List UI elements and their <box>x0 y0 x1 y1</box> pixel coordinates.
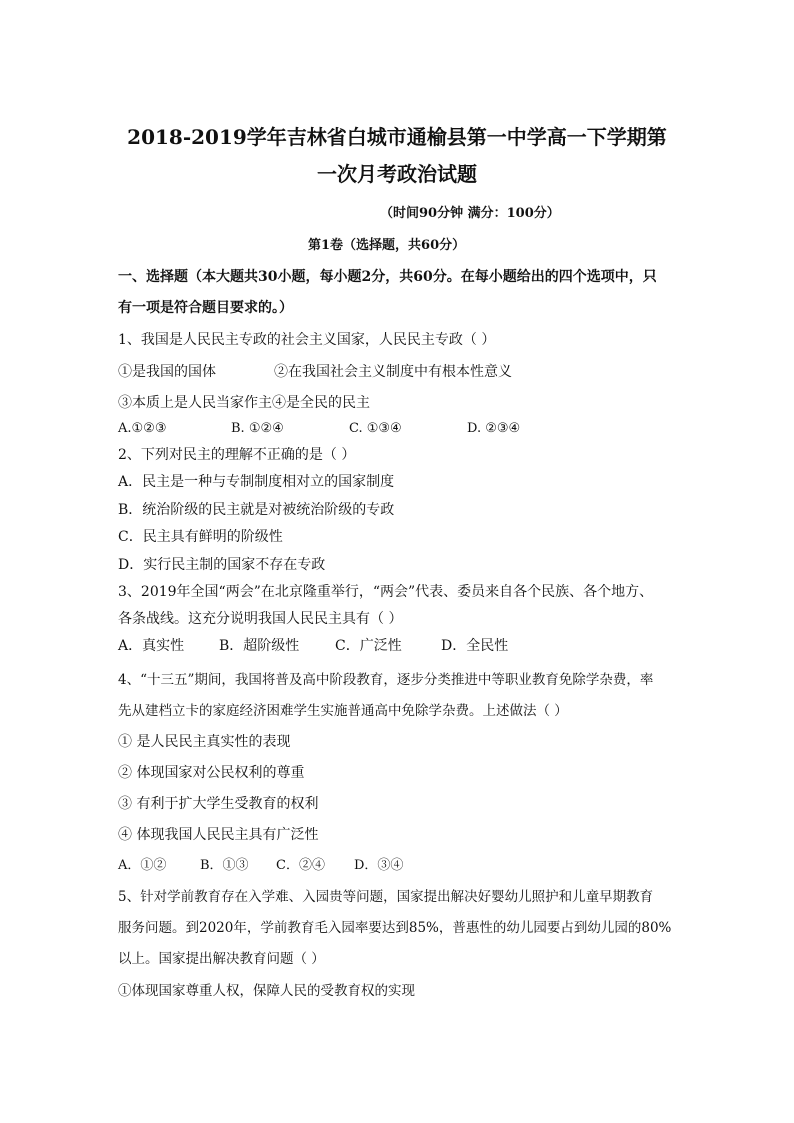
q4-option-d: D．③④ <box>354 858 404 873</box>
q3-options <box>118 637 508 655</box>
q4-option-b: B．①③ <box>200 858 249 873</box>
q2-option-c: C．民主具有鲜明的阶级性 <box>118 529 283 545</box>
title-line-1: 2018-2019学年吉林省白城市通榆县第一中学高一下学期第 <box>127 125 667 149</box>
q4-options <box>118 857 403 875</box>
q3-stem-line-1: 3、2019年全国“两会”在北京隆重举行，“两会”代表、委员来自各个民族、各个地方、 <box>118 584 654 600</box>
instructions-line-2: 有一项是符合题目要求的。） <box>118 300 293 316</box>
q4-stem-line-2: 先从建档立卡的家庭经济困难学生实施普通高中免除学杂费。上述做法（ ） <box>118 703 568 719</box>
q2-option-a: A．民主是一种与专制制度相对立的国家制度 <box>118 474 395 490</box>
q4-statement-1: ① 是人民民主真实性的表现 <box>118 734 291 750</box>
q1-statement-1: ①是我国的国体 <box>118 364 216 380</box>
q1-option-d: D. ②③④ <box>467 421 521 436</box>
q4-statement-3: ③ 有利于扩大学生受教育的权利 <box>118 796 319 812</box>
q3-option-a: A．真实性 <box>118 638 185 654</box>
q5-stem-line-3: 以上。国家提出解决教育问题（ ） <box>118 951 325 967</box>
q4-statement-4: ④ 体现我国人民民主具有广泛性 <box>118 827 319 843</box>
q3-option-b: B．超阶级性 <box>219 638 300 654</box>
q1-option-b: B. ①②④ <box>231 421 284 436</box>
exam-info: （时间90分钟 满分：100分） <box>380 206 560 221</box>
q2-stem: 2、下列对民主的理解不正确的是（ ） <box>118 447 356 463</box>
q5-stem-line-1: 5、针对学前教育存在入学难、入园贵等问题，国家提出解决好婴幼儿照护和儿童早期教育 <box>118 889 654 905</box>
q2-option-d: D．实行民主制的国家不存在专政 <box>118 557 326 573</box>
q4-statement-2: ② 体现国家对公民权利的尊重 <box>118 765 305 781</box>
q4-option-a: A．①② <box>118 858 167 873</box>
q3-option-c: C．广泛性 <box>335 638 402 654</box>
q3-option-d: D．全民性 <box>441 638 509 654</box>
q2-option-b: B．统治阶级的民主就是对被统治阶级的专政 <box>118 502 395 518</box>
q3-stem-line-2: 各条战线。这充分说明我国人民民主具有（ ） <box>118 611 403 627</box>
q4-option-c: C．②④ <box>276 858 325 873</box>
q1-option-c: C. ①③④ <box>349 421 402 436</box>
q4-stem-line-1: 4、“十三五”期间，我国将普及高中阶段教育，逐步分类推进中等职业教育免除学杂费，率 <box>118 672 654 688</box>
section-heading: 第1卷（选择题，共60分） <box>308 238 466 253</box>
q1-statement-3-4: ③本质上是人民当家作主④是全民的民主 <box>118 395 370 411</box>
q1-stem: 1、我国是人民民主专政的社会主义国家，人民民主专政（ ） <box>118 332 496 348</box>
instructions-line-1: 一、选择题（本大题共30小题，每小题2分，共60分。在每小题给出的四个选项中，只 <box>118 269 657 285</box>
q5-statement-1: ①体现国家尊重人权，保障人民的受教育权的实现 <box>118 983 415 999</box>
q1-statement-2: ②在我国社会主义制度中有根本性意义 <box>274 364 512 380</box>
title-line-2: 一次月考政治试题 <box>317 162 477 186</box>
q1-option-a: A.①②③ <box>118 421 167 436</box>
q5-stem-line-2: 服务问题。到2020年，学前教育毛入园率要达到85%，普惠性的幼儿园要占到幼儿园的80% <box>118 920 672 936</box>
q1-options <box>118 420 520 438</box>
